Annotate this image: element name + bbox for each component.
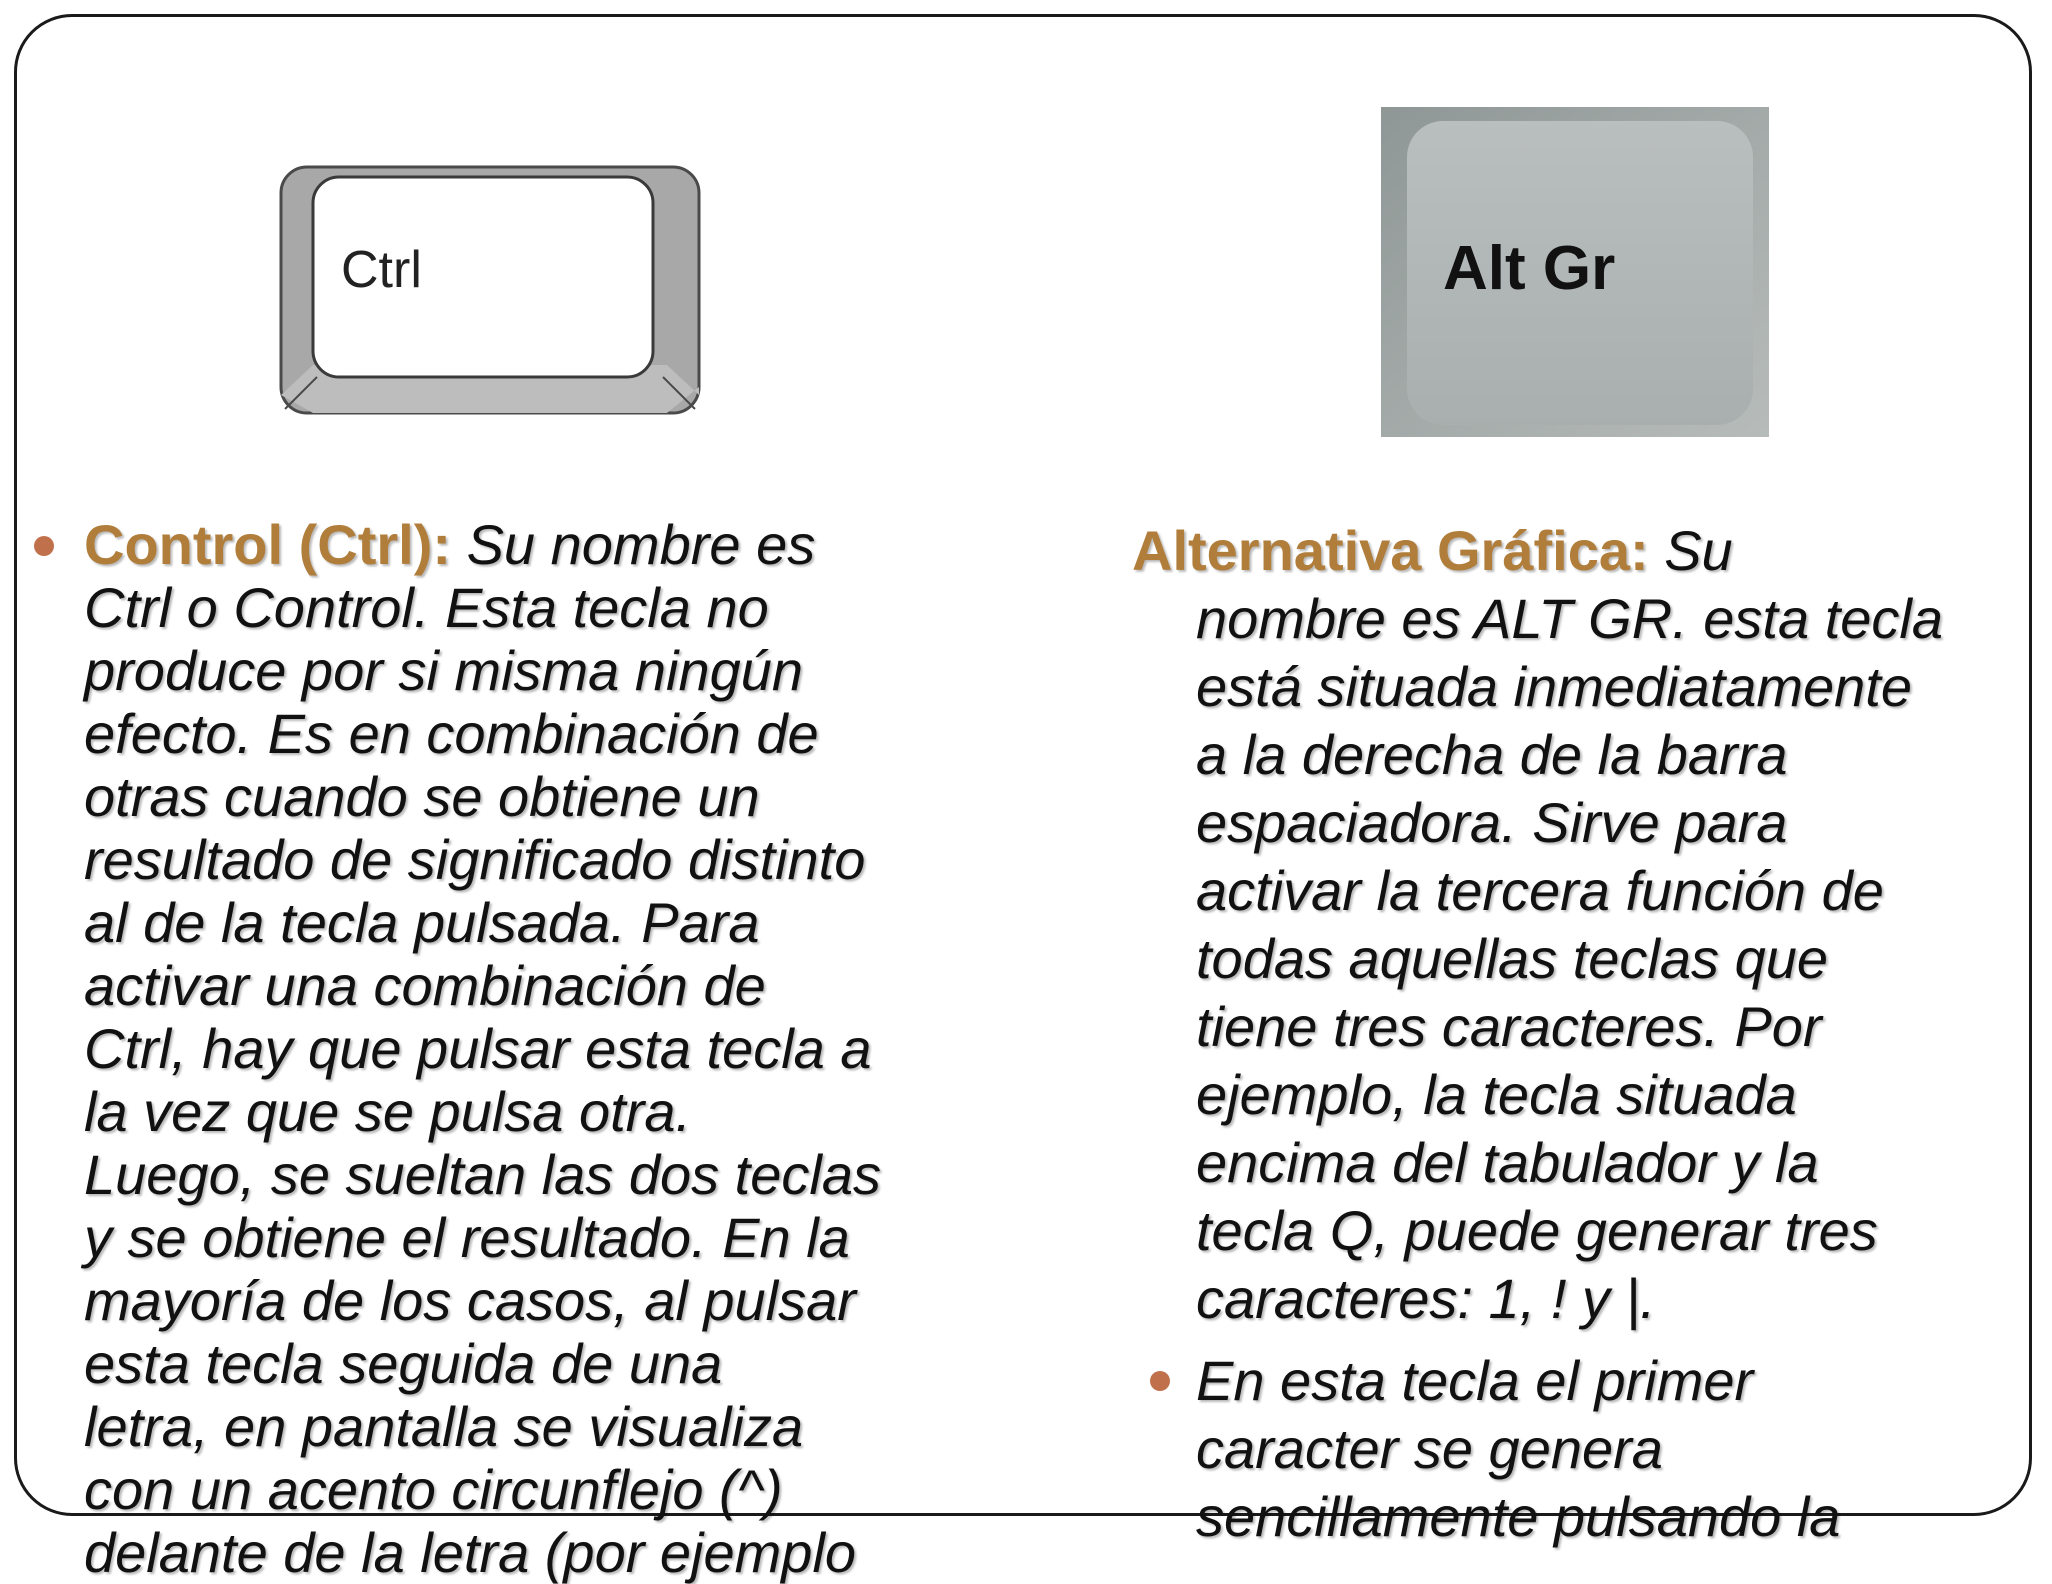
ctrl-key-label: Ctrl (341, 241, 422, 299)
left-line: la vez que se pulsa otra. (84, 1080, 692, 1143)
right-line: encima del tabulador y la (1196, 1131, 1819, 1194)
right-bullet-paragraph (1132, 1347, 2052, 1551)
ctrl-key-image (279, 165, 701, 415)
bullet-icon (34, 536, 54, 556)
right-line: ejemplo, la tecla situada (1196, 1063, 1797, 1126)
left-line: Ctrl o Control. Esta tecla no (84, 576, 769, 639)
left-line: esta tecla seguida de una (84, 1332, 723, 1395)
left-line: con un acento circunflejo (^) (84, 1458, 783, 1521)
right-line: activar la tercera función de (1196, 859, 1884, 922)
left-line: Luego, se sueltan las dos teclas (84, 1143, 881, 1206)
right-paragraph (1132, 517, 2052, 1333)
right-text-first: Su (1648, 519, 1733, 582)
left-line: delante de la letra (por ejemplo (84, 1521, 857, 1584)
left-line: efecto. Es en combinación de (84, 702, 819, 765)
altgr-key-label: Alt Gr (1443, 234, 1616, 303)
right-bullet-line: caracter se genera (1196, 1417, 1663, 1480)
left-line: produce por si misma ningún (84, 639, 804, 702)
bullet-icon (1150, 1371, 1170, 1391)
right-line: está situada inmediatamente (1196, 655, 1912, 718)
left-line: otras cuando se obtiene un (84, 765, 760, 828)
left-paragraph (84, 513, 1084, 1584)
left-line: al de la tecla pulsada. Para (84, 891, 760, 954)
left-line: resultado de significado distinto (84, 828, 866, 891)
control-heading: Control (Ctrl): (84, 513, 452, 576)
left-line: y se obtiene el resultado. En la (84, 1206, 850, 1269)
left-line: mayoría de los casos, al pulsar (84, 1269, 856, 1332)
right-column (1132, 517, 2052, 1551)
right-line: a la derecha de la barra (1196, 723, 1788, 786)
left-line: activar una combinación de (84, 954, 766, 1017)
right-line: caracteres: 1, ! y |. (1196, 1267, 1656, 1330)
left-column (84, 513, 1084, 1584)
altgr-key-image (1381, 107, 1769, 437)
right-bullet-line: En esta tecla el primer (1196, 1349, 1754, 1412)
right-line: tiene tres caracteres. Por (1196, 995, 1822, 1058)
right-line: tecla Q, puede generar tres (1196, 1199, 1878, 1262)
left-line: Ctrl, hay que pulsar esta tecla a (84, 1017, 872, 1080)
right-line: nombre es ALT GR. esta tecla (1196, 587, 1943, 650)
right-line: todas aquellas teclas que (1196, 927, 1828, 990)
slide (14, 14, 2032, 1584)
altgr-heading: Alternativa Gráfica: (1132, 519, 1649, 582)
left-text-first: Su nombre es (451, 513, 816, 576)
left-line: letra, en pantalla se visualiza (84, 1395, 804, 1458)
right-bullet-line: sencillamente pulsando la (1196, 1485, 1841, 1548)
right-line: espaciadora. Sirve para (1196, 791, 1788, 854)
